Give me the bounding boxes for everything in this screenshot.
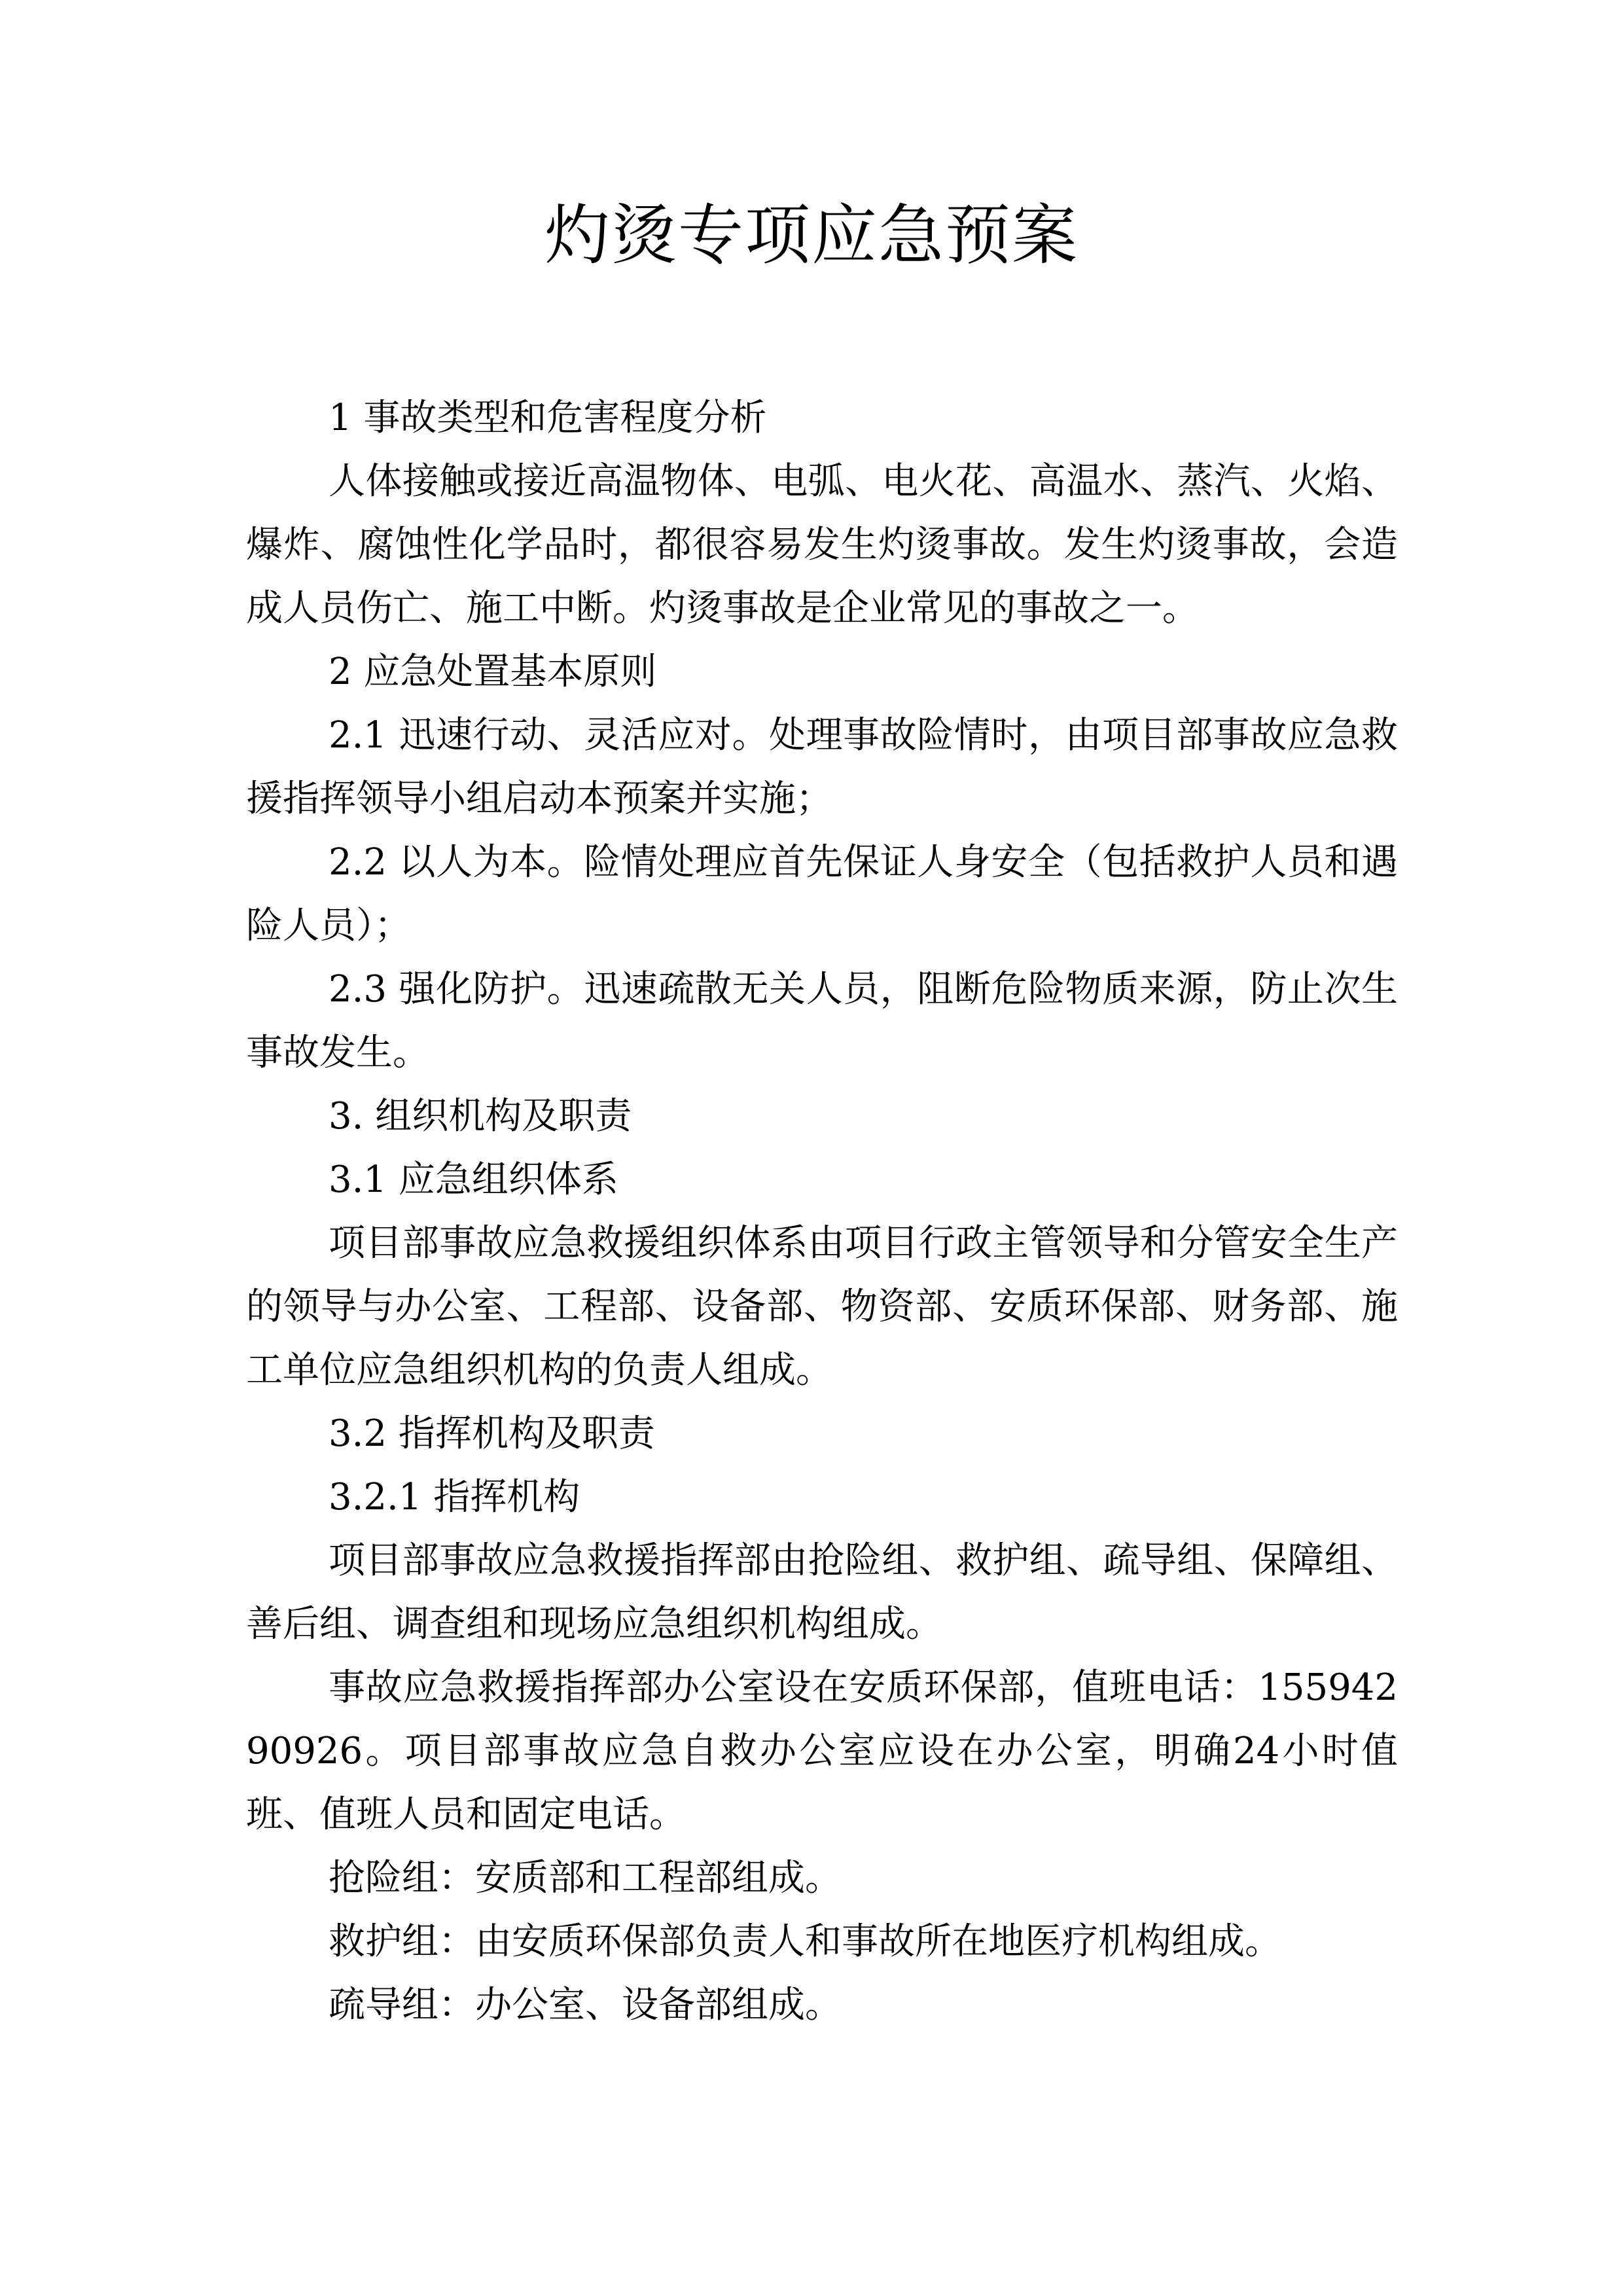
paragraph-command-structure: 项目部事故应急救援指挥部由抢险组、救护组、疏导组、保障组、善后组、调查组和现场应急组织机构组成。 [246,1539,1398,1645]
paragraph-organization-system: 项目部事故应急救援组织体系由项目行政主管领导和分管安全生产的领导与办公室、工程部、设备部、物资部、安质环保部、财务部、施工单位应急组织机构的负责人组成。 [246,1222,1398,1391]
section-heading-2: 2 应急处置基本原则 [329,651,657,693]
paragraph-rescue-group: 抢险组：安质部和工程部组成。 [329,1857,842,1899]
paragraph-guidance-group: 疏导组：办公室、设备部组成。 [329,1984,842,2026]
subsection-heading-3-2: 3.2 指挥机构及职责 [329,1412,655,1455]
document-body [246,386,1398,2037]
subsection-heading-3-2-1: 3.2.1 指挥机构 [329,1476,580,1518]
paragraph-principle-2-1: 2.1 迅速行动、灵活应对。处理事故险情时，由项目部事故应急救援指挥领导小组启动本预案并实施； [246,714,1398,820]
paragraph-principle-2-3: 2.3 强化防护。迅速疏散无关人员，阻断危险物质来源，防止次生事故发生。 [246,968,1398,1074]
section-heading-3: 3. 组织机构及职责 [329,1095,632,1138]
subsection-heading-3-1: 3.1 应急组织体系 [329,1158,618,1201]
paragraph-principle-2-2: 2.2 以人为本。险情处理应首先保证人身安全（包括救护人员和遇险人员）； [246,841,1398,947]
paragraph-medical-group: 救护组：由安质环保部负责人和事故所在地医疗机构组成。 [329,1920,1281,1963]
section-heading-1: 1 事故类型和危害程度分析 [329,397,767,439]
document-title: 灼烫专项应急预案 [544,197,1079,274]
paragraph-duty-office: 事故应急救援指挥部办公室设在安质环保部，值班电话：15594290926。项目部事故应急自救办公室应设在办公室，明确24小时值班、值班人员和固定电话。 [246,1666,1398,1836]
paragraph-hazard-analysis: 人体接触或接近高温物体、电弧、电火花、高温水、蒸汽、火焰、爆炸、腐蚀性化学品时，都很容易发生灼烫事故。发生灼烫事故，会造成人员伤亡、施工中断。灼烫事故是企业常见的事故之一。 [246,460,1398,630]
